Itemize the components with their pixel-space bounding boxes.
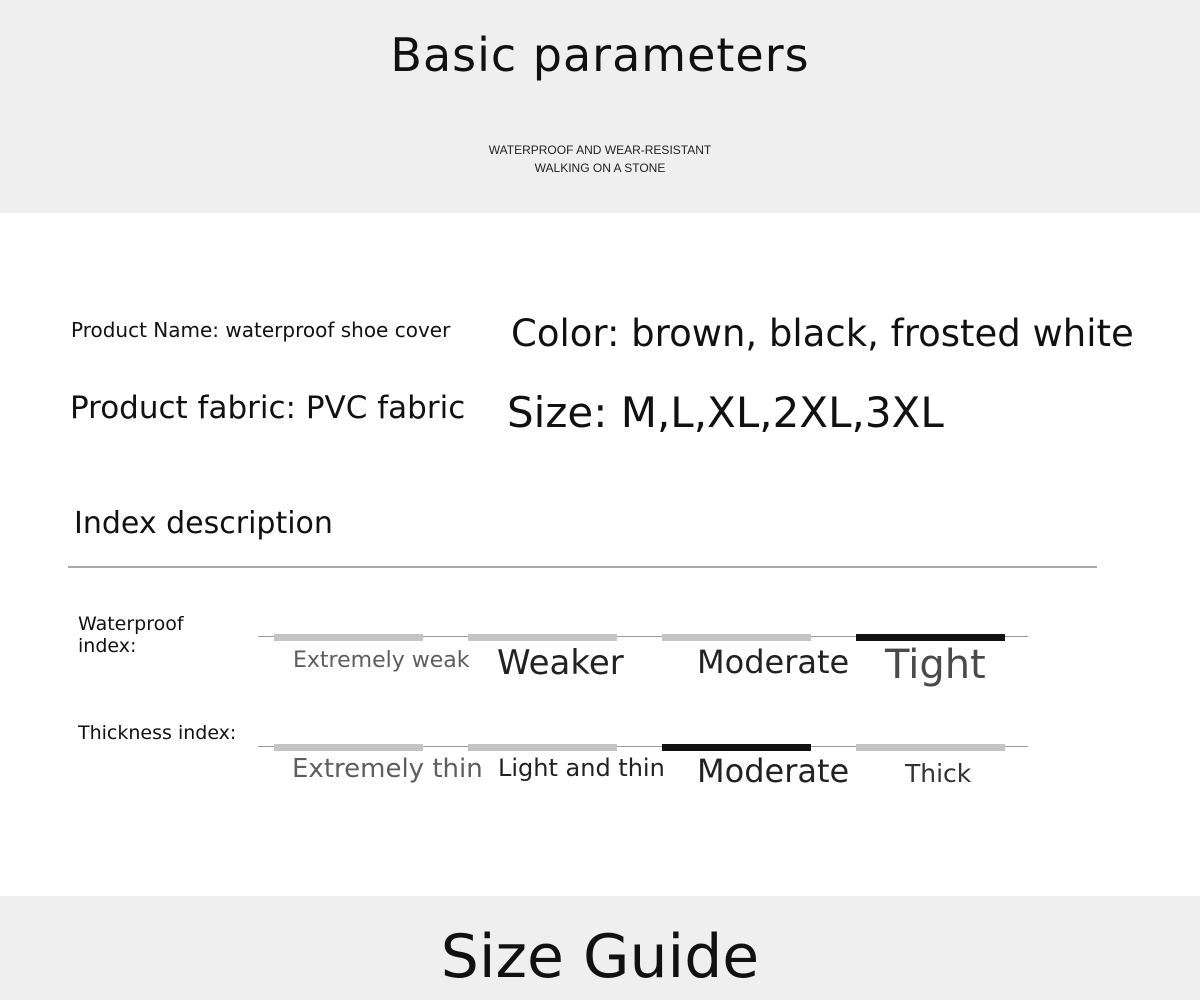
thickness-level-2: Light and thin xyxy=(498,754,665,782)
waterproof-index-label xyxy=(78,613,184,657)
subtitle-line-1: WATERPROOF AND WEAR-RESISTANT xyxy=(488,143,712,157)
index-description-heading: Index description xyxy=(74,506,333,541)
thickness-level-1: Extremely thin xyxy=(292,754,483,784)
thickness-segment-4 xyxy=(856,744,1005,751)
product-color: Color: brown, black, frosted white xyxy=(511,312,1134,355)
waterproof-label-line-1: Waterproof xyxy=(78,613,184,635)
waterproof-label-line-2: index: xyxy=(78,635,137,657)
page-title: Basic parameters xyxy=(390,28,810,82)
thickness-level-3: Moderate xyxy=(697,752,850,790)
product-fabric: Product fabric: PVC fabric xyxy=(70,390,466,426)
thickness-index-label: Thickness index: xyxy=(78,722,237,744)
waterproof-level-4: Tight xyxy=(885,642,986,688)
product-name: Product Name: waterproof shoe cover xyxy=(71,318,451,342)
thickness-segment-1 xyxy=(274,744,423,751)
product-size: Size: M,L,XL,2XL,3XL xyxy=(507,388,944,437)
thickness-segment-3 xyxy=(662,744,811,751)
waterproof-segment-3 xyxy=(662,634,811,641)
waterproof-segment-2 xyxy=(468,634,617,641)
waterproof-level-1: Extremely weak xyxy=(293,648,470,673)
waterproof-segment-1 xyxy=(274,634,423,641)
section-divider xyxy=(68,566,1097,568)
subtitle-line-2: WALKING ON A STONE xyxy=(534,161,666,175)
waterproof-segment-4 xyxy=(856,634,1005,641)
thickness-segment-2 xyxy=(468,744,617,751)
thickness-level-4: Thick xyxy=(905,759,972,788)
size-guide-title: Size Guide xyxy=(440,922,760,992)
waterproof-level-2: Weaker xyxy=(497,643,624,683)
waterproof-level-3: Moderate xyxy=(697,643,850,681)
